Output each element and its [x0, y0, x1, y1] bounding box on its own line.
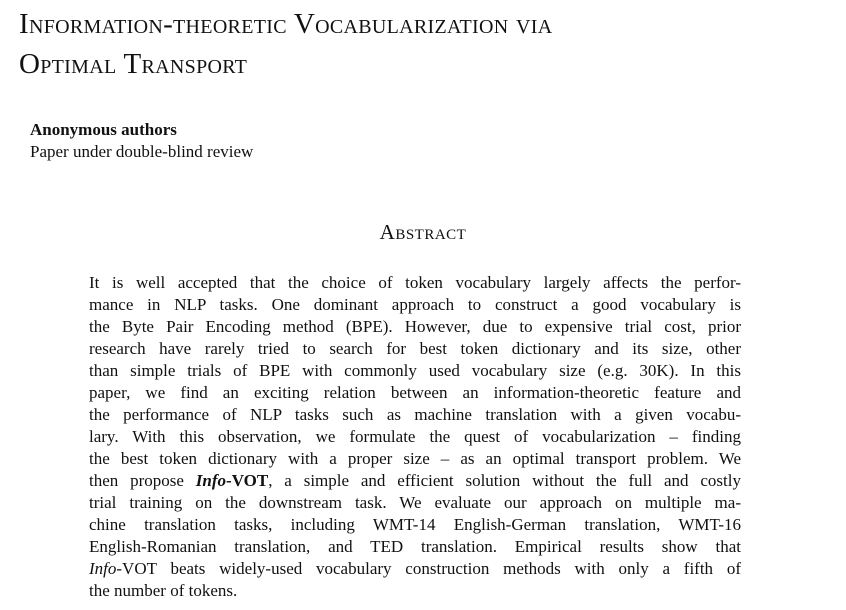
abstract-line: Info-VOT beats widely-used vocabulary construction methods with only a fifth of: [89, 559, 741, 578]
abstract-line: then propose Info-VOT, a simple and efficient solution without the full and costly: [89, 471, 741, 490]
abstract-line: the number of tokens.: [89, 581, 238, 600]
abstract-line: trial training on the downstream task. We evaluate our approach on multiple ma-: [89, 493, 741, 512]
abstract-body: [89, 272, 741, 602]
author-block: [30, 119, 253, 163]
author-affiliation: Paper under double-blind review: [30, 142, 254, 161]
abstract-line: than simple trials of BPE with commonly used vocabulary size (e.g. 30K). In this: [89, 361, 741, 380]
abstract-line: mance in NLP tasks. One dominant approach to construct a good vocabulary is: [89, 295, 741, 314]
abstract-heading: Abstract: [379, 220, 467, 244]
paper-title: [19, 4, 829, 84]
abstract-line: lary. With this observation, we formulate the quest of vocabularization – finding: [89, 427, 741, 446]
abstract-line: the performance of NLP tasks such as machine translation with a given vocabu-: [89, 405, 741, 424]
author-names: Anonymous authors: [30, 120, 177, 139]
method-name-italic: Info: [89, 559, 117, 578]
abstract-line: chine translation tasks, including WMT-14 English-German translation, WMT-16: [89, 515, 741, 534]
abstract-line: English-Romanian translation, and TED translation. Empirical results show that: [89, 537, 741, 556]
abstract-line: paper, we find an exciting relation between an information-theoretic feature and: [89, 383, 741, 402]
method-name-bold: -VOT: [226, 471, 269, 490]
paper-title-line-1: Information-theoretic Vocabularization via: [19, 8, 553, 40]
abstract-line: research have rarely tried to search for best token dictionary and its size, other: [89, 339, 741, 358]
method-name-italic: Info: [195, 471, 227, 490]
abstract-line: the Byte Pair Encoding method (BPE). However, due to expensive trial cost, prior: [89, 317, 741, 336]
abstract-line: It is well accepted that the choice of token vocabulary largely affects the perfor-: [89, 273, 741, 292]
abstract-line: the best token dictionary with a proper size – as an optimal transport problem. We: [89, 449, 741, 468]
paper-title-line-2: Optimal Transport: [19, 48, 248, 80]
